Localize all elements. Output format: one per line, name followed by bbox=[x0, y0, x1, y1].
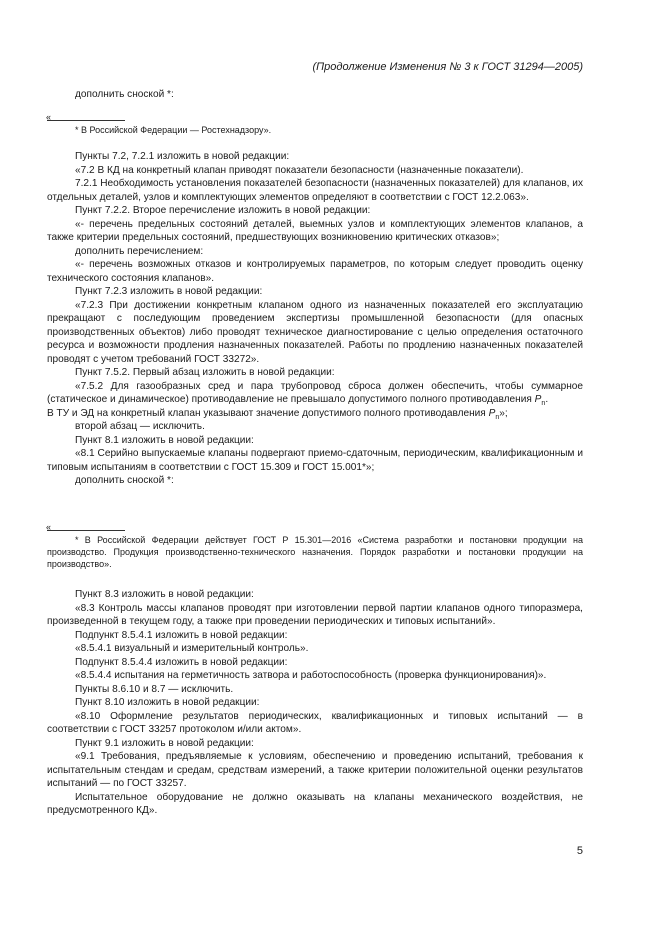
paragraph-text: «7.5.2 Для газообразных сред и пара трубопровод сброса должен обеспечить, чтобы суммарное (статическое и динамическое) противодавление не превышало допустимого полного противодавления bbox=[47, 380, 583, 405]
page-number: 5 bbox=[576, 845, 583, 857]
paragraph: Пункт 8.10 изложить в новой редакции: bbox=[75, 697, 260, 708]
paragraph: «8.10 Оформление результатов периодических, квалификационных и типовых испытаний — в соответствии с ГОСТ 33257 протоколом и/или актом». bbox=[47, 710, 583, 735]
footnote-mark: « bbox=[46, 112, 52, 122]
paragraph: Пункт 7.5.2. Первый абзац изложить в новой редакции: bbox=[75, 367, 335, 378]
footnote-2 bbox=[46, 522, 583, 570]
paragraph: дополнить перечислением: bbox=[75, 245, 204, 257]
paragraph-end: . bbox=[545, 394, 549, 405]
paragraph: «9.1 Требования, предъявляемые к условиям, обеспечению и проведению испытаний, требования к испытательным стендам и средам, средствам измерений, а также критерии положительной оценки результатов испытаний — по ГОСТ 33257. bbox=[47, 751, 583, 789]
paragraph bbox=[47, 407, 583, 421]
paragraph: Пункт 7.2.3 изложить в новой редакции: bbox=[75, 286, 263, 297]
block-2 bbox=[47, 150, 583, 488]
paragraph: Пункт 9.1 изложить в новой редакции: bbox=[75, 737, 254, 749]
paragraph: дополнить сноской *: bbox=[75, 89, 174, 100]
variable-p: P bbox=[534, 394, 542, 405]
block-3 bbox=[47, 588, 583, 818]
paragraph: «8.5.4.1 визуальный и измерительный контроль». bbox=[75, 643, 309, 654]
footnote-separator bbox=[46, 522, 583, 532]
footnote-1 bbox=[46, 112, 583, 136]
block-1 bbox=[47, 88, 583, 102]
paragraph: Испытательное оборудование не должно оказывать на клапаны механического воздействия, не предусмотренного КД». bbox=[47, 791, 583, 816]
paragraph: «8.3 Контроль массы клапанов проводят при изготовлении первой партии клапанов одного типоразмера, произведенной в текущем году, а также при проведении периодических и типовых испытаний». bbox=[47, 602, 583, 627]
paragraph: «8.5.4.4 испытания на герметичность затвора и работоспособность (проверка функционирования)». bbox=[75, 670, 547, 681]
paragraph: второй абзац — исключить. bbox=[75, 421, 205, 432]
paragraph-end: »; bbox=[499, 407, 508, 419]
paragraph: дополнить сноской *: bbox=[75, 475, 174, 486]
subscript: n bbox=[495, 413, 500, 421]
subscript: n bbox=[541, 400, 546, 408]
paragraph bbox=[47, 380, 583, 407]
paragraph: «- перечень предельных состояний деталей, выемных узлов и комплектующих элементов клапанов, а также критерии предельных состояний, предшествующих возникновению критических отказов»; bbox=[47, 218, 583, 243]
paragraph: Пункты 8.6.10 и 8.7 — исключить. bbox=[75, 683, 234, 695]
paragraph: «7.2 В КД на конкретный клапан приводят показатели безопасности (назначенные показатели). bbox=[75, 164, 524, 176]
footnote-rule bbox=[47, 120, 125, 121]
paragraph: Пункт 8.3 изложить в новой редакции: bbox=[75, 589, 254, 600]
page-header: (Продолжение Изменения № 3 к ГОСТ 31294—2005) bbox=[312, 61, 583, 73]
footnote-text: * В Российской Федерации — Ростехнадзору». bbox=[75, 125, 272, 135]
paragraph: Подпункт 8.5.4.4 изложить в новой редакции: bbox=[75, 656, 288, 668]
paragraph: «- перечень возможных отказов и контролируемых параметров, по которым следует проводить оценку технического состояния клапанов». bbox=[47, 259, 583, 284]
paragraph: «8.1 Серийно выпускаемые клапаны подвергают приемо-сдаточным, периодическим, квалификационным и типовым испытаниям в соответствии с ГОСТ 15.309 и ГОСТ 15.001*»; bbox=[47, 448, 583, 473]
variable-p: P bbox=[488, 407, 496, 419]
paragraph: 7.2.1 Необходимость установления показателей безопасности (назначенных показателей) для клапанов, их отдельных деталей, узлов и комплектующих элементов определяют в соответствии с ГОСТ 12.2.063». bbox=[47, 178, 583, 203]
paragraph: Подпункт 8.5.4.1 изложить в новой редакции: bbox=[75, 629, 288, 641]
paragraph: «7.2.3 При достижении конкретным клапаном одного из назначенных показателей его эксплуатацию прекращают с последующим проведением экспертизы промышленной безопасности (для опасных производственных объектов) либо проводят техническое диагностирование с целью определения остаточного ресурса и возможности продления назначенных показателей. Работы по продлению назначенных показателей проводят с учетом требований ГОСТ 33272». bbox=[47, 299, 583, 365]
footnote-mark: « bbox=[46, 522, 52, 532]
footnote-rule bbox=[47, 530, 125, 531]
paragraph: Пункт 8.1 изложить в новой редакции: bbox=[75, 434, 254, 446]
paragraph: Пункты 7.2, 7.2.1 изложить в новой редакции: bbox=[75, 151, 290, 162]
paragraph-text: В ТУ и ЭД на конкретный клапан указывают значение допустимого полного противодавления bbox=[47, 407, 486, 419]
footnote-separator bbox=[46, 112, 583, 122]
footnote-text: * В Российской Федерации действует ГОСТ Р 15.301—2016 «Система разработки и постановки продукции на производство. Продукция производственно-технического назначения. Порядок разработки и постановки продукции на производство». bbox=[47, 535, 583, 569]
paragraph: Пункт 7.2.2. Второе перечисление изложить в новой редакции: bbox=[75, 205, 371, 216]
